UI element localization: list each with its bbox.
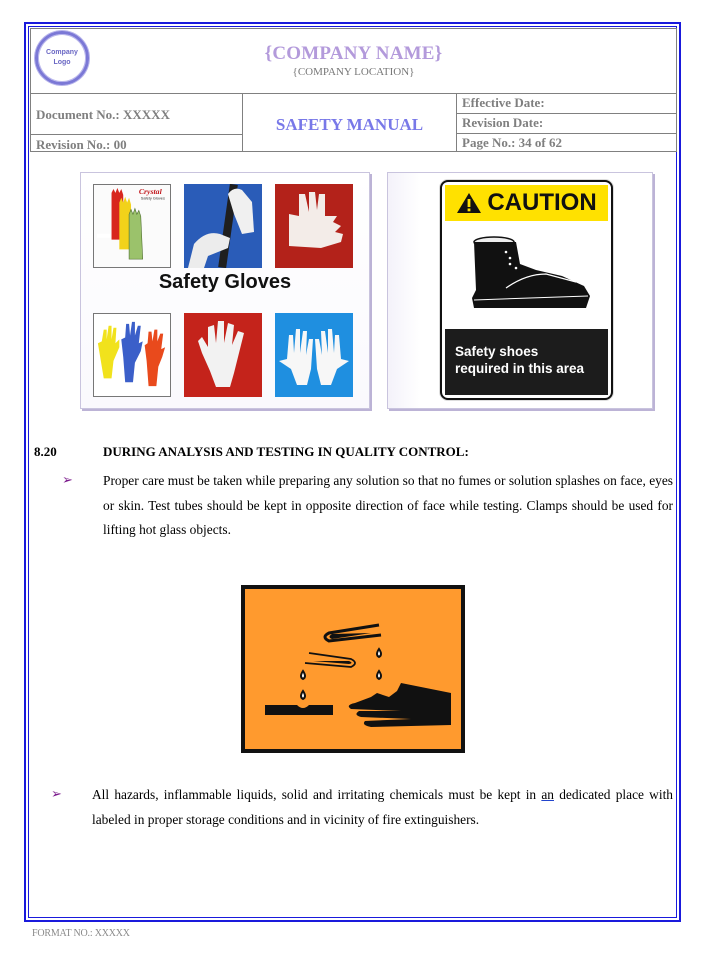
gloves-tile-white-blue (184, 184, 262, 268)
caution-sign (440, 180, 613, 400)
revision-row (31, 134, 242, 152)
company-name: {COMPANY NAME} (264, 43, 443, 64)
safety-boot-icon (466, 230, 594, 320)
bullet-arrow-icon: ➢ (51, 786, 62, 801)
header-title-cell (243, 94, 457, 151)
grammar-flag-underline: an (541, 787, 554, 802)
company-location: {COMPANY LOCATION} (292, 66, 415, 78)
gloves-tile-white-red (275, 184, 353, 268)
caution-line1: Safety shoes (455, 344, 539, 359)
corrosive-icon (241, 585, 465, 753)
bullet-paragraph-2 (92, 783, 673, 832)
revision-date-cell (457, 114, 676, 134)
manual-title: SAFETY MANUAL (275, 115, 424, 134)
colored-gloves-icon (94, 314, 170, 396)
document-number: Document No.: XXXXX (36, 107, 170, 122)
revision-date: Revision Date: (462, 115, 544, 130)
corrosive-hazard-symbol (241, 585, 465, 753)
gloves-tile-knit-red (184, 313, 262, 397)
para2-text-before: All hazards, inflammable liquids, solid and irritating chemicals must be kept in (92, 787, 542, 802)
revision-number: Revision No.: 00 (36, 137, 127, 152)
page-number-cell (457, 134, 676, 153)
logo-line1: Company (46, 49, 78, 56)
header-company-row (31, 29, 676, 94)
logo-line2: Logo (53, 59, 71, 66)
effective-date: Effective Date: (462, 95, 545, 110)
warning-triangle-icon (456, 192, 482, 214)
section-number: 8.20 (34, 444, 57, 459)
white-gloves-pair-icon (275, 313, 353, 397)
caution-safety-shoes-image (387, 172, 653, 409)
para2-text-after: dedicated place with labeled in proper storage conditions and in vicinity of fire extinguishers. (92, 787, 673, 827)
caution-header (445, 185, 608, 221)
white-glove-icon (184, 184, 262, 268)
page-number: Page No.: 34 of 62 (462, 135, 563, 150)
gloves-tile-rubber-pack (93, 184, 171, 268)
white-glove-icon (275, 184, 353, 268)
format-number: FORMAT NO.: XXXXX (32, 928, 130, 939)
caution-heading: CAUTION (487, 189, 597, 216)
section-title: DURING ANALYSIS AND TESTING IN QUALITY CONTROL: (103, 444, 469, 459)
svg-text:Safety Gloves: Safety Gloves (140, 195, 165, 201)
safety-gloves-image (80, 172, 370, 409)
caution-footer (445, 329, 608, 395)
gloves-tile-colored (93, 313, 171, 397)
caution-line2: required in this area (455, 361, 585, 376)
header-left-cell (31, 94, 243, 151)
header-right-cell (457, 94, 676, 151)
gloves-tile-white-blue-2 (275, 313, 353, 397)
gloves-caption: Safety Gloves (158, 271, 292, 293)
effective-date-cell (457, 94, 676, 114)
rubber-gloves-icon (94, 185, 170, 267)
svg-text:Crystal: Crystal (138, 186, 162, 196)
bullet-arrow-icon: ➢ (62, 472, 73, 487)
document-header-table (30, 28, 677, 152)
white-glove-icon (184, 313, 262, 397)
bullet-paragraph-1: Proper care must be taken while preparing any solution so that no fumes or solution splashes on face, eyes or skin. Test tubes should be kept in opposite direction of face while testing. Clamps should be used for lifting hot glass objects. (103, 473, 673, 537)
